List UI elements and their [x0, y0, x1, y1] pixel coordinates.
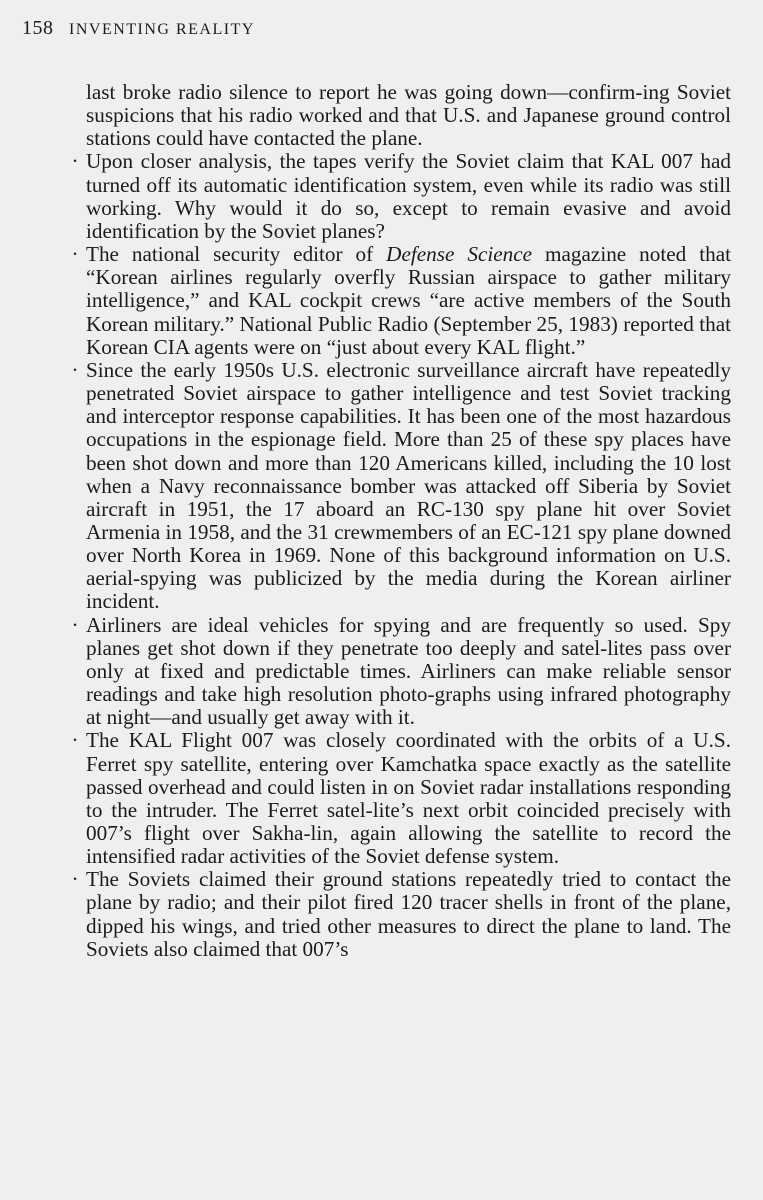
bullet-marker: · [71, 612, 79, 637]
list-item-text [86, 243, 731, 359]
list-item [71, 357, 731, 614]
list-item-text: The Soviets claimed their ground stations repeatedly tried to contact the plane by radio; and their pilot fired 120 tracer shells in front of the plane, dipped his wings, and tried other measures to direct the plane to land. The Soviets also claimed that 007’s [86, 867, 731, 961]
list-item-text: Upon closer analysis, the tapes verify the Soviet claim that KAL 007 had turned off its automatic identification system, even while its radio was still working. Why would it do so, except to remain evasive and avoid identification by the Soviet planes? [86, 149, 731, 243]
opening-paragraph: last broke radio silence to report he was going down—confirm-ing Soviet suspicions that his radio worked and that U.S. and Japanese ground control stations could have contacted the plane. [86, 80, 731, 151]
list-item [71, 612, 731, 730]
running-head-title: INVENTING REALITY [69, 21, 255, 38]
list-item [71, 242, 731, 359]
page-number: 158 [22, 17, 54, 39]
list-item-text: Since the early 1950s U.S. electronic surveillance aircraft have repeatedly penetrated Soviet airspace to gather intelligence and test Soviet tracking and interceptor response capabilities. It has been one of the most hazardous occupations in the espionage field. More than 25 of these spy places have been shot down and more than 120 Americans killed, including the 10 lost when a Navy reconnaissance bomber was attacked off Siberia by Soviet aircraft in 1951, the 17 aboard an RC-130 spy plane hit over Soviet Armenia in 1958, and the 31 crewmembers of an EC-121 spy plane downed over North Korea in 1969. None of this background information on U.S. aerial-spying was publicized by the media during the Korean airliner incident. [86, 357, 731, 614]
body-text [71, 80, 731, 961]
bullet-marker: · [71, 149, 79, 174]
list-item [71, 728, 731, 869]
list-item-text: The KAL Flight 007 was closely coordinated with the orbits of a U.S. Ferret spy satellite, entering over Kamchatka space exactly as the satellite passed overhead and could listen in on Soviet radar installations responding to the intruder. The Ferret satel-lite’s next orbit coincided precisely with 007’s flight over Sakha-lin, again allowing the satellite to record the intensified radar activities of the Soviet defense system. [86, 728, 731, 869]
list-item-text: Airliners are ideal vehicles for spying and are frequently so used. Spy planes get shot down if they penetrate too deeply and satel-lites pass over only at fixed and predictable times. Airliners can make reliable sensor readings and take high resolution photo-graphs using infrared photography at night—and usually get away with it. [86, 612, 731, 730]
magazine-title: Defense Science [386, 242, 533, 267]
list-item [71, 149, 731, 243]
running-head [22, 14, 255, 44]
list-item [71, 867, 731, 961]
bullet-marker: · [71, 357, 79, 382]
list-item-text-before: The national security editor of [86, 242, 387, 267]
bullet-marker: · [71, 242, 79, 267]
bullet-marker: · [71, 867, 79, 892]
bullet-marker: · [71, 728, 79, 753]
list-item-text-after: magazine noted that “Korean airlines regularly overfly Russian airspace to gather military intelligence,” and KAL cockpit crews “are active members of the South Korean military.” National Public Radio (September 25, 1983) reported that Korean CIA agents were on “just about every KAL flight.” [86, 242, 731, 359]
